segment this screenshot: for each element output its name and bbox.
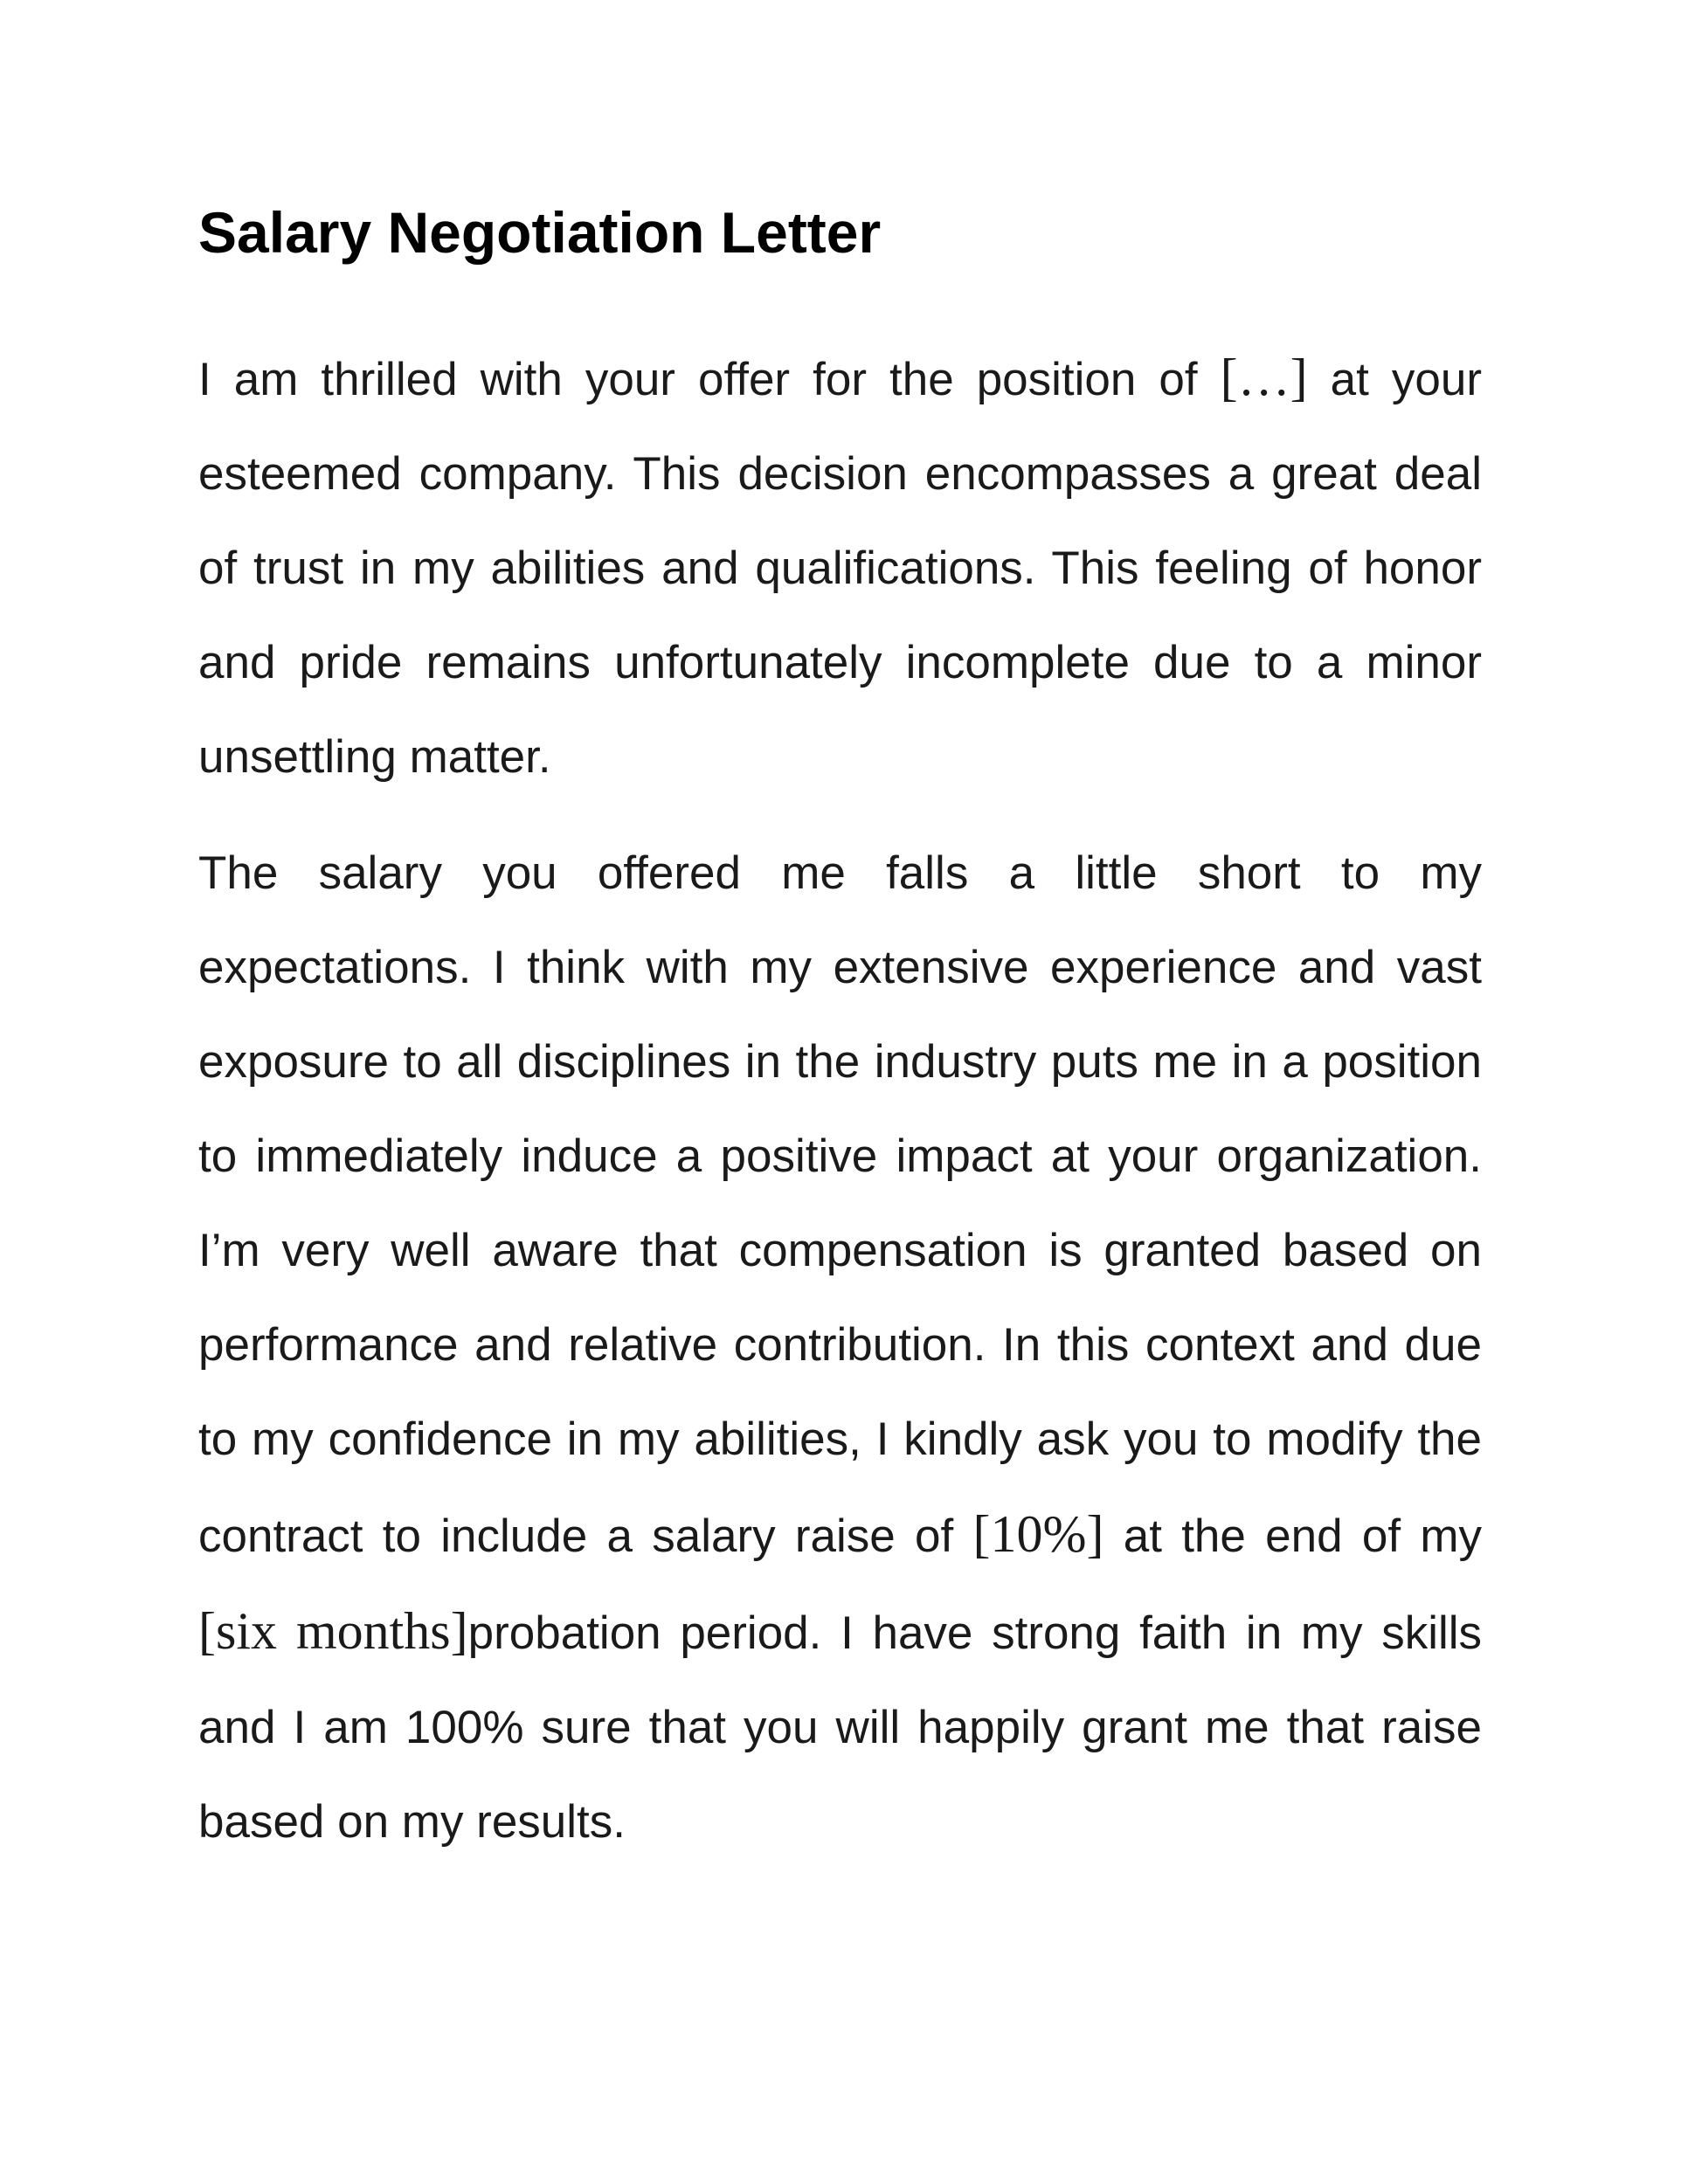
paragraph-offer-text-end: at your esteemed company. This decision encompasses a great deal of trust in my abilities and qualifications. This feeling of honor and pride remains unfortunately incomplete due to a minor unsettling matter. xyxy=(198,354,1482,783)
probation-period-placeholder: [six months] xyxy=(198,1602,468,1660)
paragraph-salary-text-middle: at the end of my xyxy=(1103,1510,1482,1562)
paragraph-offer xyxy=(198,330,1482,805)
paragraph-offer-text-start: I am thrilled with your offer for the position of xyxy=(198,354,1221,405)
raise-percentage-placeholder: [10%] xyxy=(972,1505,1104,1563)
page-title: Salary Negotiation Letter xyxy=(198,200,882,265)
position-placeholder: […] xyxy=(1220,349,1308,406)
paragraph-salary-text-end: probation period. I have strong faith in my skills and I am 100% sure that you will happily grant me that raise based on my results. xyxy=(198,1607,1483,1848)
paragraph-salary-request xyxy=(198,826,1482,1870)
paragraph-salary-text-start: The salary you offered me falls a little short to my expectations. I think with my extensive experience and vast exposure to all disciplines in the industry puts me in a position to immediately induce a positive impact at your organization. I’m very well aware that compensation is granted based on performance and relative contribution. In this context and due to my confidence in my abilities, I kindly ask you to modify the contract to include a salary raise of xyxy=(198,847,1482,1562)
